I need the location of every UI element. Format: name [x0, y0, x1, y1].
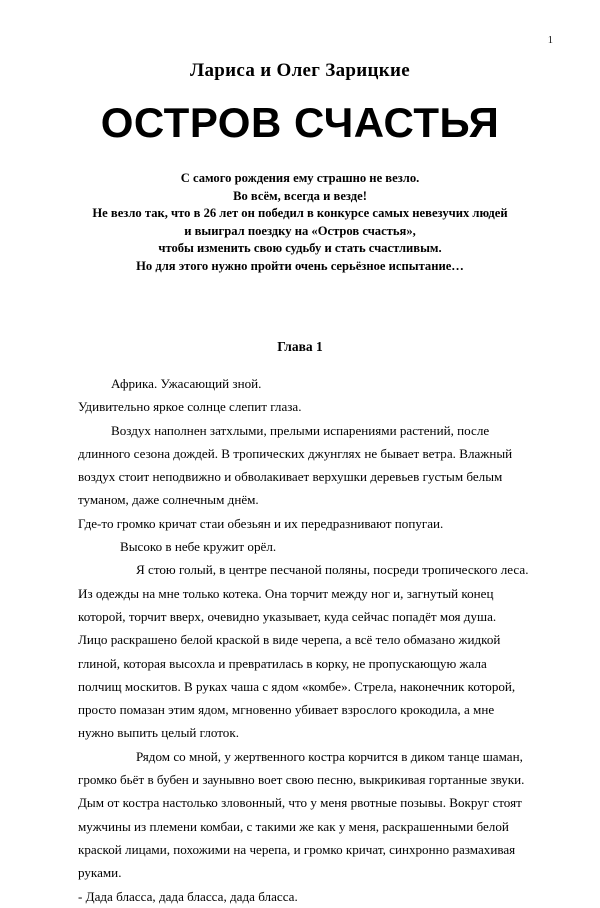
- text-line: Дым от костра настолько зловонный, что у меня рвотные позывы. Вокруг стоят: [78, 795, 522, 811]
- text-line: Удивительно яркое солнце слепит глаза.: [78, 399, 302, 415]
- text-line: длинного сезона дождей. В тропических джунглях не бывает ветра. Влажный: [78, 445, 513, 461]
- epigraph-block: [50, 170, 550, 276]
- text-line: краской лицами, похожими на черепа, и громко кричат, синхронно размахивая: [78, 841, 516, 857]
- text-line: нужно выпить целый глоток.: [78, 725, 239, 741]
- epigraph-line: Но для этого нужно пройти очень серьёзное испытание…: [136, 258, 464, 273]
- text-line: - Дада бласса, дада бласса, дада бласса.: [78, 888, 298, 904]
- text-line: Лицо раскрашено белой краской в виде черепа, а всё тело обмазано жидкой: [78, 632, 501, 648]
- text-line: просто помазан этим ядом, мгновенно убивает взрослого крокодила, а мне: [78, 702, 495, 718]
- text-line: туманом, даже солнечным днём.: [78, 492, 259, 508]
- chapter-heading: Глава 1: [277, 339, 323, 354]
- text-line: Где-то громко кричат стаи обезьян и их передразнивают попугаи.: [78, 515, 444, 531]
- text-line: воздух стоит неподвижно и обволакивает верхушки деревьев густым белым: [78, 469, 503, 485]
- body-text-block: [78, 372, 542, 908]
- text-line: Африка. Ужасающий зной.: [111, 376, 262, 391]
- text-line: полчищ москитов. В руках чаша с ядом «комбе». Стрела, наконечник которой,: [78, 678, 516, 694]
- text-line: Высоко в небе кружит орёл.: [120, 539, 277, 555]
- text-line: глиной, которая высохла и превратилась в корку, не пропускающую жала: [78, 655, 487, 671]
- text-line: Я стою голый, в центре песчаной поляны, посреди тропического леса.: [136, 562, 529, 578]
- epigraph-line: С самого рождения ему страшно не везло.: [180, 171, 420, 185]
- text-line: громко бьёт в бубен и заунывно воет свою песню, выкрикивая гортанные звуки.: [78, 772, 525, 788]
- author-byline: Лариса и Олег Зарицкие: [190, 60, 410, 81]
- text-line: мужчины из племени комбаи, с такими же как у меня, раскрашенными белой: [78, 818, 509, 834]
- epigraph-line: Во всём, всегда и везде!: [233, 188, 367, 203]
- epigraph-line: чтобы изменить свою судьбу и стать счастливым.: [158, 241, 442, 256]
- epigraph-line: и выиграл поездку на «Остров счастья»,: [184, 223, 416, 238]
- page-number: 1: [547, 35, 553, 46]
- text-line: Из одежды на мне только котека. Она торчит между ног и, загнутый конец: [78, 585, 494, 601]
- text-line: которой, торчит вверх, очевидно указывает, куда сейчас попадёт моя душа.: [78, 608, 497, 624]
- text-line: руками.: [78, 865, 122, 881]
- text-line: Рядом со мной, у жертвенного костра корчится в диком танце шаман,: [136, 748, 523, 764]
- page-title: ОСТРОВ СЧАСТЬЯ: [100, 99, 500, 146]
- text-line: Воздух наполнен затхлыми, прелыми испарениями растений, после: [111, 422, 490, 438]
- epigraph-line: Не везло так, что в 26 лет он победил в конкурсе самых невезучих людей: [92, 206, 508, 221]
